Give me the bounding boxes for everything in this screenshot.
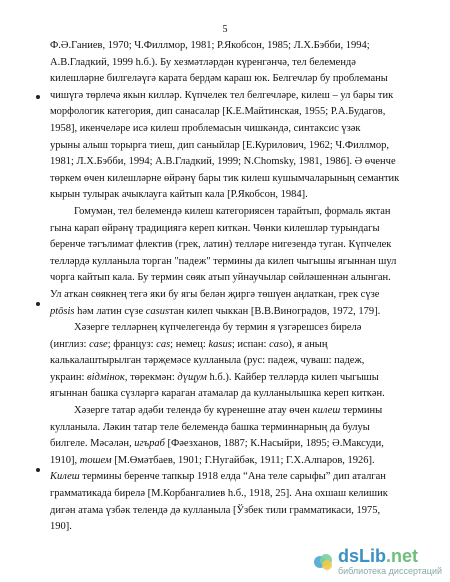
text-run: һәм латин сүзе	[74, 305, 146, 317]
watermark-brand	[338, 547, 442, 565]
paragraph: ягыннан башка сүзләргә караган атамалар да кулланылышка кереп киткән.	[50, 388, 385, 400]
watermark-brand-main: dsLib	[337, 546, 386, 566]
text-run: , төрекмән:	[124, 371, 178, 383]
paragraph: телләрдә кулланыла торган "падеж" термины да килеп чыгышы ягыннан шул	[50, 255, 397, 267]
term: відмінок	[87, 371, 125, 383]
paragraph	[50, 337, 420, 354]
text-run: украин:	[50, 371, 88, 383]
margin-bullet-icon	[36, 468, 40, 472]
text-run: (инглиз:	[50, 338, 90, 350]
text-run: ; испан:	[231, 338, 270, 350]
paragraph: гына карап өйрәнү традициягә кереп киткән. Чөнки килешләр турындагы	[50, 222, 380, 234]
term: тошем	[79, 454, 112, 466]
text-run: h.б.). Кайбер телләрдә килеп чыгышы	[206, 371, 379, 383]
paragraph: 1958], икенчеләре исә килеш проблемасын чишкәндә, синтаксис үзәк	[50, 122, 361, 134]
paragraph: Ул аткан сөякнең тегә яки бу ягы белән җиргә төшүен аңлаткан, грек сүзе	[50, 288, 380, 300]
document-body	[50, 38, 420, 536]
text-run: [М.Өмәтбаев, 1901; Г.Нугайбәк, 1911; Г.Х.Алпаров, 1926].	[111, 454, 375, 466]
margin-bullet-icon	[36, 302, 40, 306]
term: casus	[145, 305, 170, 317]
text-run: тан килеп чыккан [В.В.Виноградов, 1972, 179].	[169, 305, 381, 317]
dslib-watermark[interactable]	[314, 547, 442, 576]
paragraph	[50, 403, 420, 420]
paragraph: урыны алыш торырга тиеш, дип саныйлар [Е.Курилович, 1962; Ч.Филлмор,	[50, 139, 390, 151]
watermark-subtitle: библиотека диссертаций	[337, 566, 442, 576]
term: игъраб	[134, 438, 165, 450]
paragraph: төркем өчен килешләрне өйрәнү бары тик килеш кушымчаларының семантик	[50, 172, 400, 184]
paragraph: А.В.Гладкий, 1999 h.б.). Бу хезмәтләрдән күренгәнчә, тел белемендә	[50, 56, 356, 68]
paragraph	[50, 453, 420, 470]
paragraph: килешләрне билгеләүгә карата бердәм караш юк. Белгечләр бу проблеманы	[50, 73, 388, 85]
term: case	[89, 338, 108, 350]
paragraph: чорга кайтып кала. Бу термин сөяк атып уйнаучылар сөйләшеннән алынган.	[50, 272, 391, 284]
term: cas	[156, 338, 171, 350]
text-run: термины	[340, 405, 383, 417]
paragraph: морфологик категория, дип санасалар [К.Е.Майтинская, 1955; Р.А.Будагов,	[50, 106, 386, 118]
term: Килеш	[50, 471, 80, 483]
term: kasus	[208, 338, 232, 350]
watermark-brand-domain: .net	[385, 546, 418, 566]
paragraph: 190].	[50, 521, 72, 533]
term: caso	[269, 338, 289, 350]
paragraph: Хәзерге телләрнең күпчелегендә бу термин я үзгәрешсез бирелә	[74, 322, 362, 334]
dslib-logo-icon	[314, 552, 334, 572]
paragraph: грамматикада бирелә [М.Корбангалиев h.б., 1918, 25]. Ана охшаш келишик	[50, 488, 388, 500]
term: килеш	[312, 405, 341, 417]
text-run: Хәзерге татар әдәби телендә бу күренешне атау өчен	[74, 405, 313, 417]
text-run: ), я аның	[288, 338, 328, 350]
term: дүщум	[177, 371, 207, 383]
paragraph: чишүгә төрлечә якын килләр. Күпчелек тел белгечләре, килеш – ул бары тик	[50, 89, 394, 101]
text-run: ; француз:	[107, 338, 157, 350]
paragraph: кулланыла. Ләкин татар теле белемендә башка терминнарның да булуы	[50, 421, 370, 433]
paragraph: Гомумән, тел белемендә килеш категориясен тарайтып, формаль яктан	[74, 205, 391, 217]
paragraph	[50, 436, 420, 453]
paragraph: кырын тулырак ачыклауга кайтып кала [Р.Якобсон, 1984].	[50, 189, 308, 201]
paragraph: Ф.Ә.Ганиев, 1970; Ч.Филлмор, 1981; Р.Якобсон, 1985; Л.Х.Бэбби, 1994;	[50, 40, 370, 51]
text-run: 1910],	[50, 454, 80, 466]
paragraph: 1981; Л.Х.Бэбби, 1994; А.В.Гладкий, 1999; N.Chomsky, 1981, 1986]. Ә өченче	[50, 156, 396, 168]
margin-bullet-icon	[36, 95, 40, 99]
paragraph	[50, 304, 420, 321]
paragraph: беренче тәгълимат флектив (грек, латин) телләре нигезендә туган. Күпчелек	[50, 239, 392, 251]
paragraph	[50, 469, 420, 486]
page-number: 5	[222, 24, 228, 35]
text-run: ; немец:	[170, 338, 209, 350]
text-run: билгеле. Мәсәлән,	[50, 438, 135, 450]
paragraph	[50, 370, 420, 387]
term: ptōsis	[50, 305, 75, 317]
text-run: [Фәезханов, 1887; К.Насыйри, 1895; Ә.Максуди,	[164, 438, 384, 450]
text-run: термины беренче тапкыр 1918 елда “Ана теле сарыфы” дип аталган	[79, 471, 386, 483]
paragraph: дигән атама үзбәк телендә дә кулланыла [Ўзбек тили грамматикаси, 1975,	[50, 504, 381, 516]
paragraph: калькалаштырылган тәрҗемәсе кулланыла (рус: падеж, чуваш: падеж,	[50, 355, 365, 367]
